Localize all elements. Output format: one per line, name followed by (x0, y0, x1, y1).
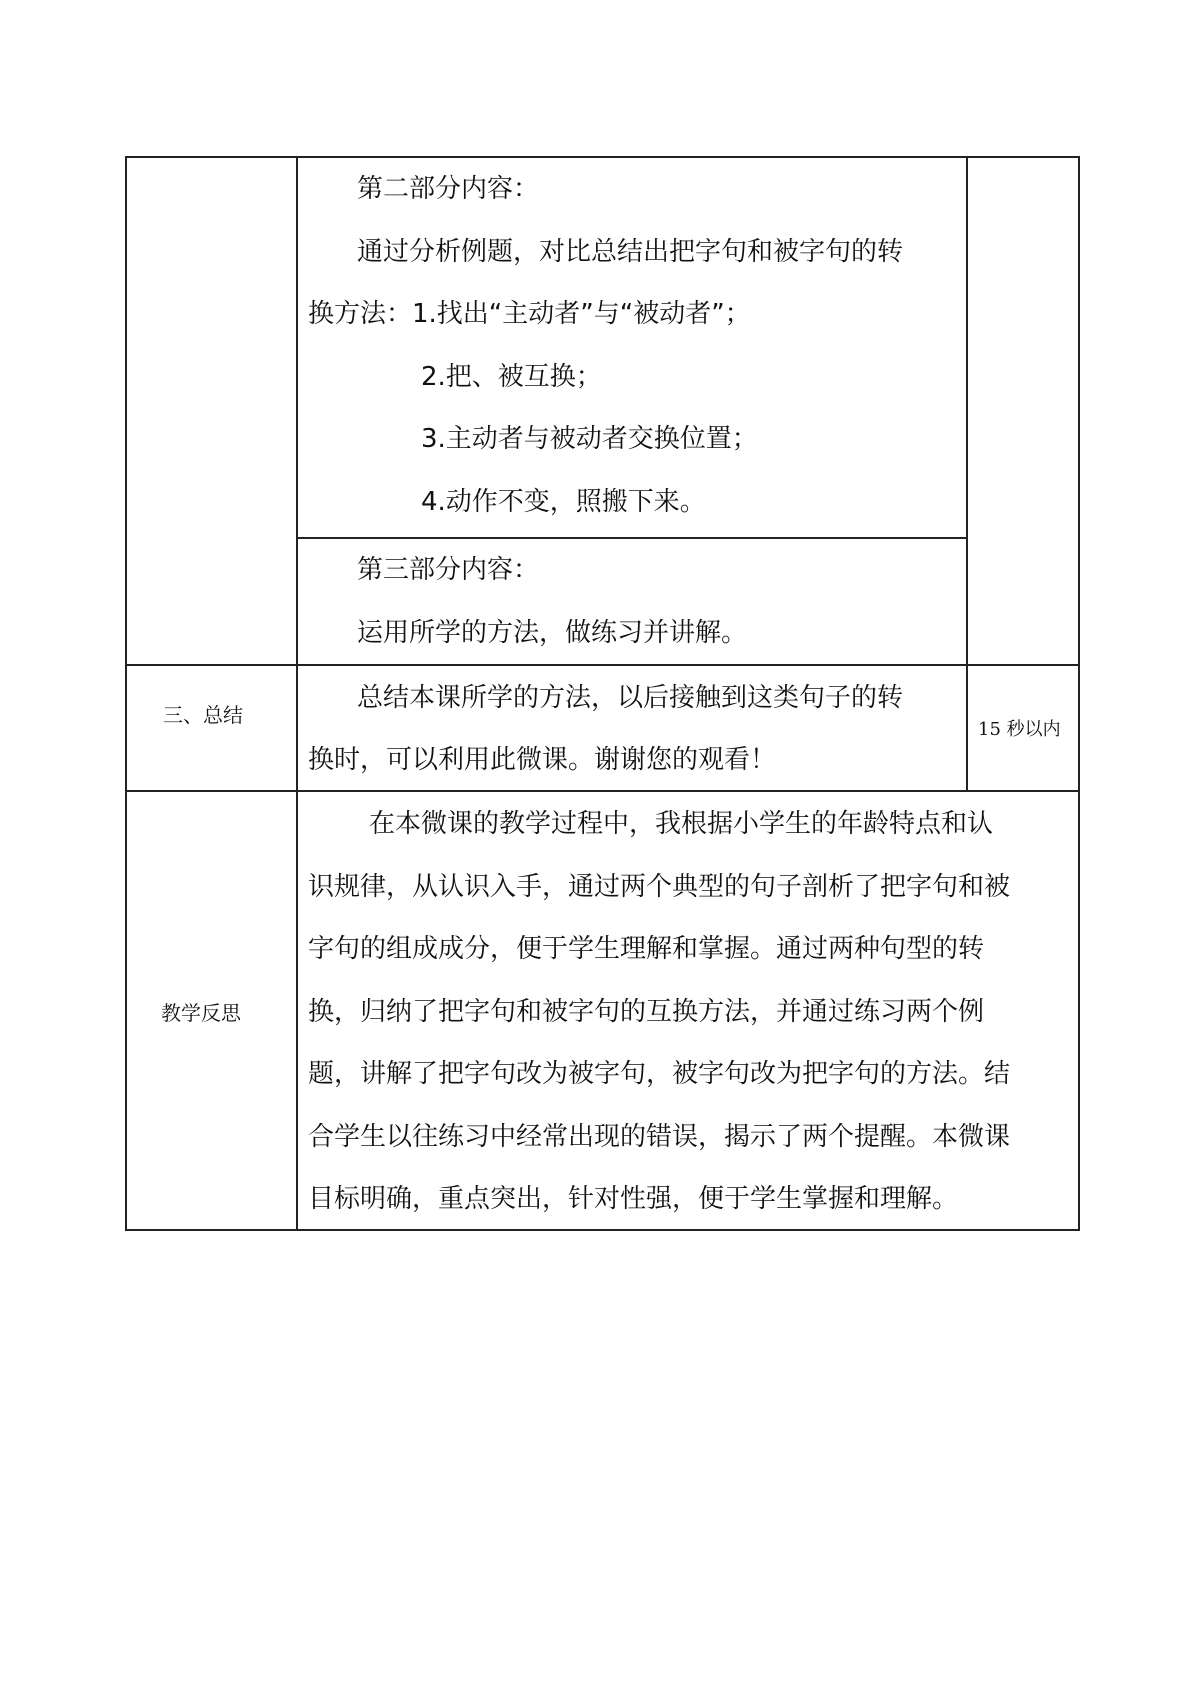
column-divider-2 (966, 156, 968, 792)
table-border-left (125, 156, 127, 1231)
reflection-line: 字句的组成成分，便于学生理解和掌握。通过两种句型的转 (308, 934, 985, 964)
part3-heading: 第三部分内容： (357, 555, 540, 585)
summary-time: 15 秒以内 (978, 719, 1061, 740)
table-border-right (1078, 156, 1080, 1231)
part2-heading: 第二部分内容： (357, 174, 540, 204)
reflection-line: 目标明确，重点突出，针对性强，便于学生掌握和理解。 (308, 1184, 959, 1214)
part2-line1: 通过分析例题，对比总结出把字句和被字句的转 (357, 237, 904, 267)
part3-line1: 运用所学的方法，做练习并讲解。 (357, 618, 748, 648)
column-divider-1 (296, 156, 298, 1231)
row-divider-part2-part3 (296, 537, 968, 539)
reflection-line: 识规律，从认识入手，通过两个典型的句子剖析了把字句和被 (308, 872, 1011, 902)
summary-label: 三、总结 (163, 703, 243, 727)
reflection-line: 合学生以往练习中经常出现的错误，揭示了两个提醒。本微课 (308, 1122, 1011, 1152)
part2-line2: 换方法：1.找出“主动者”与“被动者”； (308, 299, 751, 329)
reflection-label: 教学反思 (161, 1001, 241, 1025)
row-divider-summary-bottom (125, 790, 1080, 792)
row-divider-summary-top (125, 664, 1080, 666)
summary-line1: 总结本课所学的方法，以后接触到这类句子的转 (357, 683, 904, 713)
reflection-line: 换，归纳了把字句和被字句的互换方法，并通过练习两个例 (308, 997, 985, 1027)
reflection-line: 在本微课的教学过程中，我根据小学生的年龄特点和认 (369, 809, 994, 839)
reflection-line: 题，讲解了把字句改为被字句，被字句改为把字句的方法。结 (308, 1059, 1011, 1089)
part2-step3: 3.主动者与被动者交换位置； (421, 424, 758, 454)
table-border-top (125, 156, 1080, 158)
part2-step4: 4.动作不变，照搬下来。 (421, 487, 706, 517)
summary-line2: 换时，可以利用此微课。谢谢您的观看！ (308, 745, 777, 775)
table-border-bottom (125, 1229, 1080, 1231)
part2-step2: 2.把、被互换； (421, 362, 602, 392)
